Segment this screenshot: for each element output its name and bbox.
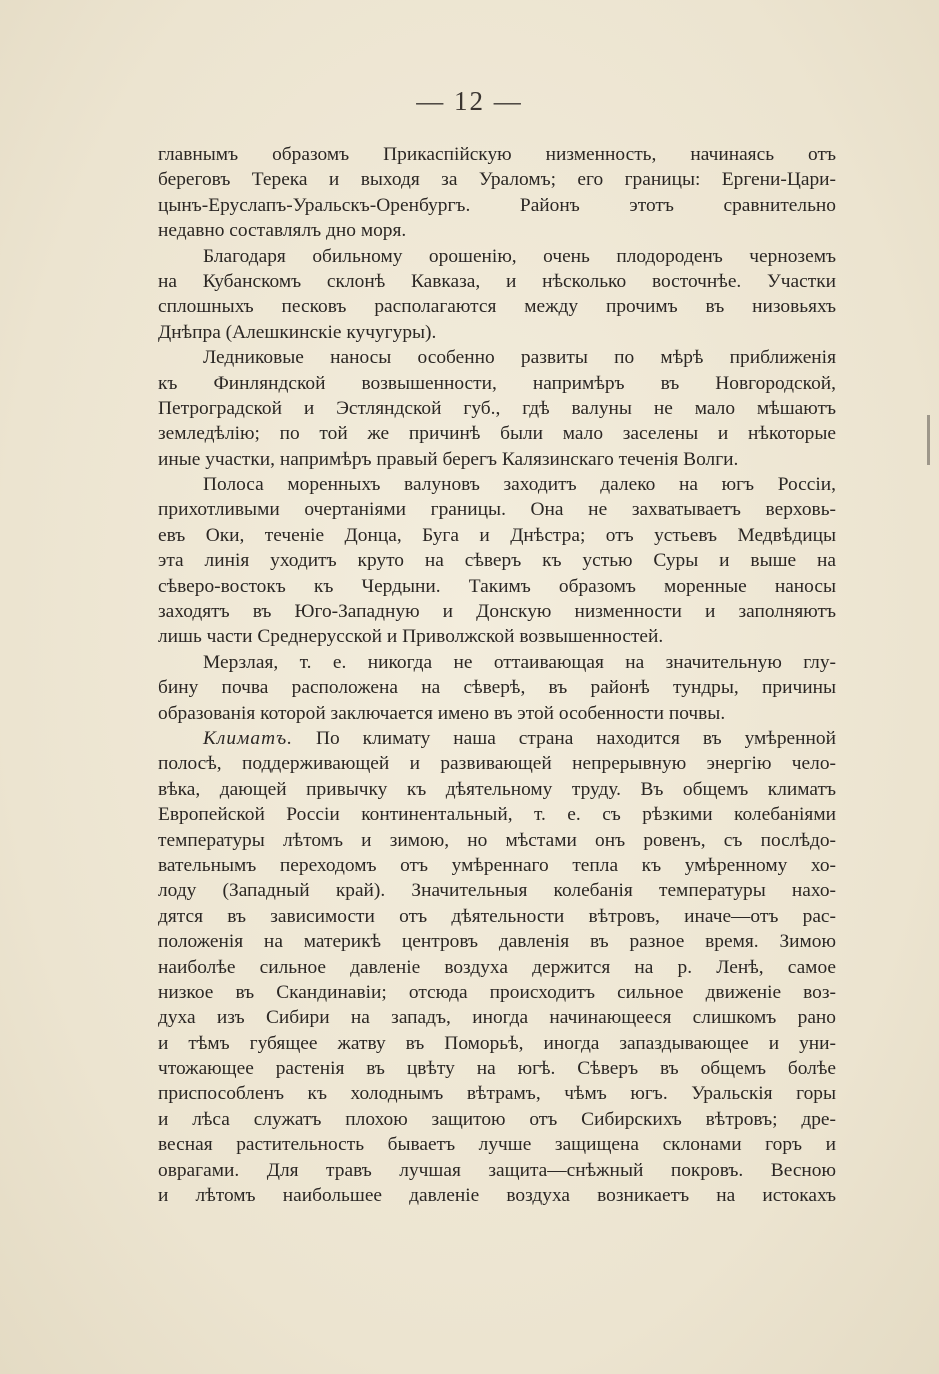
line-text: наиболѣе сильное давленіе воздуха держится на р. Ленѣ, самое: [158, 956, 836, 978]
text-line: [158, 320, 836, 345]
line-text: духа изъ Сибири на западъ, иногда начинающееся слишкомъ рано: [158, 1007, 836, 1029]
text-line: [158, 371, 836, 396]
text-line: [158, 777, 836, 802]
line-text: недавно составлялъ дно моря.: [158, 220, 407, 242]
line-text: береговъ Терека и выходя за Ураломъ; его границы: Ергени-Цари-: [158, 169, 836, 191]
text-line: [158, 447, 836, 472]
line-text: полосѣ, поддерживающей и развивающей непрерывную энергію чело-: [158, 753, 836, 775]
body-text: [158, 142, 836, 1208]
text-line: [158, 929, 836, 954]
text-line: [158, 193, 836, 218]
text-line: [158, 650, 836, 675]
text-line: [158, 1005, 836, 1030]
line-text: и лѣса служатъ плохою защитою отъ Сибирскихъ вѣтровъ; дре-: [158, 1108, 836, 1130]
text-line: [158, 167, 836, 192]
text-line: [158, 548, 836, 573]
text-line: [158, 294, 836, 319]
page-number: — 12 —: [416, 86, 523, 116]
text-line: [158, 751, 836, 776]
line-text: Европейской Россіи континентальный, т. е. съ рѣзкими колебаніями: [158, 804, 836, 826]
text-line: [158, 1158, 836, 1183]
text-line: [158, 701, 836, 726]
line-text: положенія на материкѣ центровъ давленія въ разное время. Зимою: [158, 931, 836, 953]
text-line: [158, 497, 836, 522]
text-line: [158, 726, 836, 751]
text-line: [158, 523, 836, 548]
line-text: иные участки, напримѣръ правый берегъ Калязинскаго теченія Волги.: [158, 448, 739, 470]
text-line: [158, 828, 836, 853]
line-text: сѣверо-востокъ къ Чердыни. Такимъ образомъ моренные наносы: [158, 575, 836, 597]
text-line: [158, 218, 836, 243]
text-line: [158, 1132, 836, 1157]
text-line: [158, 269, 836, 294]
line-text: приспособленъ къ холоднымъ вѣтрамъ, чѣмъ югъ. Уральскія горы: [158, 1083, 836, 1105]
line-text: Благодаря обильному орошенію, очень плодороденъ черноземъ: [203, 245, 836, 267]
text-line: [158, 878, 836, 903]
text-line: [158, 1081, 836, 1106]
line-text: и лѣтомъ наибольшее давленіе воздуха возникаетъ на истокахъ: [158, 1185, 836, 1207]
text-line: [158, 1183, 836, 1208]
line-text: образованія которой заключается имено въ этой особенности почвы.: [158, 702, 726, 724]
text-line: [158, 624, 836, 649]
text-line: [158, 675, 836, 700]
text-line: [158, 1031, 836, 1056]
margin-mark: [927, 415, 930, 465]
text-line: [158, 853, 836, 878]
line-text: къ Финляндской возвышенности, напримѣръ въ Новгородской,: [158, 372, 836, 394]
line-text: Полоса моренныхъ валуновъ заходитъ далеко на югъ Россіи,: [203, 474, 836, 496]
line-text: лоду (Западный край). Значительныя колебанія температуры нахо-: [158, 880, 836, 902]
line-text: Днѣпра (Алешкинскіе кучугуры).: [158, 321, 437, 343]
text-line: [158, 904, 836, 929]
line-text: низкое въ Скандинавіи; отсюда происходитъ сильное движеніе воз-: [158, 981, 836, 1003]
line-text: цынъ-Еруслапъ-Уральскъ-Оренбургъ. Районъ этотъ сравнительно: [158, 194, 836, 216]
text-line: [158, 396, 836, 421]
line-text: и тѣмъ губящее жатву въ Поморьѣ, иногда запаздывающее и уни-: [158, 1032, 836, 1054]
line-text: Петроградской и Эстляндской губ., гдѣ валуны не мало мѣшаютъ: [158, 397, 836, 419]
text-line: [158, 574, 836, 599]
line-text: эта линія уходитъ круто на сѣверъ къ устью Суры и выше на: [158, 550, 836, 572]
line-text: температуры лѣтомъ и зимою, но мѣстами онъ ровенъ, съ послѣдо-: [158, 829, 836, 851]
line-text: сплошныхъ песковъ располагаются между прочимъ въ низовьяхъ: [158, 296, 836, 318]
line-text: дятся въ зависимости отъ дѣятельности вѣтровъ, иначе—отъ рас-: [158, 905, 836, 927]
line-text: главнымъ образомъ Прикаспійскую низменность, начинаясь отъ: [158, 144, 836, 165]
line-text: заходятъ въ Юго-Западную и Донскую низменности и заполняютъ: [158, 601, 836, 623]
line-text: весная растительность бываетъ лучше защищена склонами горъ и: [158, 1134, 836, 1156]
line-text: По климату наша страна находится въ умѣренной: [316, 727, 836, 749]
line-text: земледѣлію; по той же причинѣ были мало заселены и нѣкоторые: [158, 423, 836, 445]
text-line: [158, 1107, 836, 1132]
text-line: [158, 244, 836, 269]
line-text: на Кубанскомъ склонѣ Кавказа, и нѣсколько восточнѣе. Участки: [158, 270, 836, 292]
text-line: [158, 955, 836, 980]
text-line: [158, 802, 836, 827]
line-text: лишь части Среднерусской и Приволжской возвышенностей.: [158, 626, 664, 648]
line-text: прихотливыми очертаніями границы. Она не захватываетъ верховь-: [158, 499, 836, 521]
text-line: [158, 980, 836, 1005]
line-text: чтожающее растенія въ цвѣту на югѣ. Сѣверъ въ общемъ болѣе: [158, 1058, 836, 1080]
text-line: [158, 345, 836, 370]
text-line: [158, 472, 836, 497]
line-text: евъ Оки, теченіе Донца, Буга и Днѣстра; отъ устьевъ Медвѣдицы: [158, 524, 836, 546]
text-line: [158, 1056, 836, 1081]
line-text: вѣка, дающей привычку къ дѣятельному труду. Въ общемъ климатъ: [158, 778, 836, 800]
line-text: оврагами. Для травъ лучшая защита—снѣжный покровъ. Весною: [158, 1159, 836, 1181]
line-text: Ледниковые наносы особенно развиты по мѣрѣ приближенія: [203, 347, 836, 369]
text-line: [158, 599, 836, 624]
line-text: бину почва расположена на сѣверѣ, въ районѣ тундры, причины: [158, 677, 836, 699]
line-text: вательнымъ переходомъ отъ умѣреннаго тепла къ умѣренному хо-: [158, 854, 836, 876]
text-line: [158, 421, 836, 446]
text-line: [158, 142, 836, 167]
line-text: Мерзлая, т. е. никогда не оттаивающая на значительную глу-: [203, 651, 836, 673]
section-heading: Климатъ.: [203, 727, 294, 749]
